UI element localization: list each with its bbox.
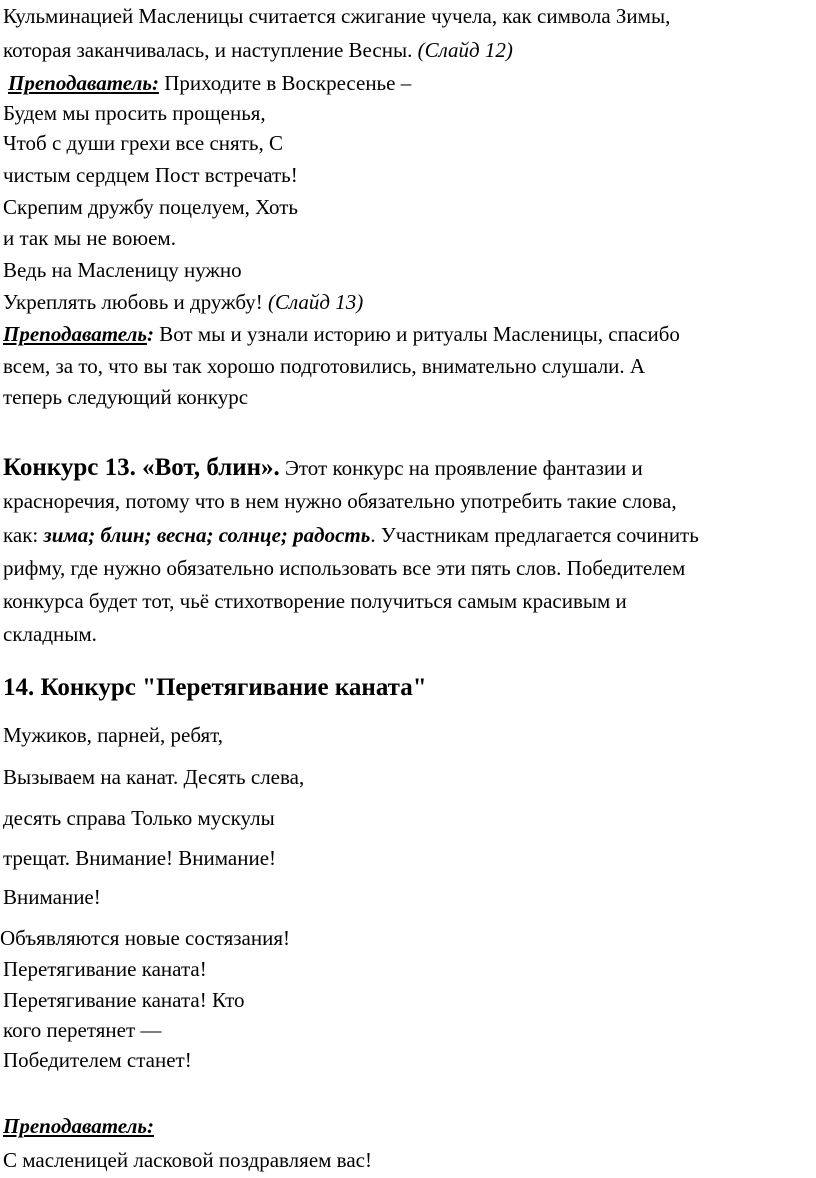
verse-line: Укреплять любовь и дружбу! (Слайд 13) bbox=[3, 290, 364, 314]
verse-line: и так мы не воюем. bbox=[3, 226, 176, 250]
verse-line: Будем мы просить прощенья, bbox=[3, 101, 266, 125]
speaker-label: Преподаватель: bbox=[8, 71, 159, 95]
paragraph-line: всем, за то, что вы так хорошо подготовились, внимательно слушали. А bbox=[3, 354, 646, 378]
verse-first-line bbox=[8, 69, 411, 97]
verse-line: Внимание! bbox=[3, 885, 101, 909]
verse-line: Перетягивание каната! Кто bbox=[3, 988, 245, 1012]
speaker-label: Преподаватель: bbox=[3, 1114, 154, 1138]
verse-line: Вызываем на канат. Десять слева, bbox=[3, 765, 305, 789]
paragraph-line bbox=[3, 2, 670, 30]
verse-line: Скрепим дружбу поцелуем, Хоть bbox=[3, 195, 298, 219]
verse-line: кого перетянет — bbox=[3, 1018, 162, 1042]
contest-title: Конкурс 13. «Вот, блин». bbox=[3, 454, 280, 481]
contest-13-line: рифму, где нужно обязательно использовать все эти пять слов. Победителем bbox=[3, 556, 686, 580]
verse-line: десять справа Только мускулы bbox=[3, 806, 275, 830]
contest-13-line: как: зима; блин; весна; солнце; радость. Участникам предлагается сочинить bbox=[3, 523, 699, 547]
speaker-label: Преподаватель bbox=[3, 322, 147, 346]
verse-line: трещат. Внимание! Внимание! bbox=[3, 846, 277, 870]
closing-line: С масленицей ласковой поздравляем вас! bbox=[3, 1148, 372, 1172]
contest-13-line: конкурса будет тот, чьё стихотворение получиться самым красивым и bbox=[3, 589, 627, 613]
contest-14-title: 14. Конкурс "Перетягивание каната" bbox=[3, 674, 427, 701]
verse-line: Объявляются новые состязания! bbox=[0, 926, 291, 950]
text: Приходите в Воскресенье – bbox=[158, 71, 412, 95]
verse-line: Мужиков, парней, ребят, bbox=[3, 723, 224, 747]
text: Кульминацией Масленицы считается сжигание чучела, как символа Зимы, bbox=[3, 4, 671, 28]
paragraph-line bbox=[3, 36, 513, 64]
keywords: зима; блин; весна; солнце; радость bbox=[43, 523, 371, 547]
verse-line: Ведь на Масленицу нужно bbox=[3, 258, 242, 282]
slide-reference: (Слайд 13) bbox=[268, 290, 364, 314]
contest-13-line: красноречия, потому что в нем нужно обязательно употребить такие слова, bbox=[3, 489, 677, 513]
contest-13-line: складным. bbox=[3, 622, 97, 646]
verse-line: Чтоб с души грехи все снять, С bbox=[3, 131, 283, 155]
slide-reference: (Слайд 12) bbox=[417, 38, 513, 62]
paragraph-line: теперь следующий конкурс bbox=[3, 385, 249, 409]
paragraph-line: Преподаватель: Вот мы и узнали историю и ритуалы Масленицы, спасибо bbox=[3, 322, 680, 346]
verse-line: Перетягивание каната! bbox=[3, 957, 207, 981]
verse-line: Победителем станет! bbox=[3, 1048, 192, 1072]
text: которая заканчивалась, и наступление Весны. bbox=[3, 38, 418, 62]
closing-speaker bbox=[3, 1112, 154, 1140]
contest-13-line: Конкурс 13. «Вот, блин». Этот конкурс на проявление фантазии и bbox=[3, 454, 643, 481]
verse-line: чистым сердцем Пост встречать! bbox=[3, 163, 298, 187]
